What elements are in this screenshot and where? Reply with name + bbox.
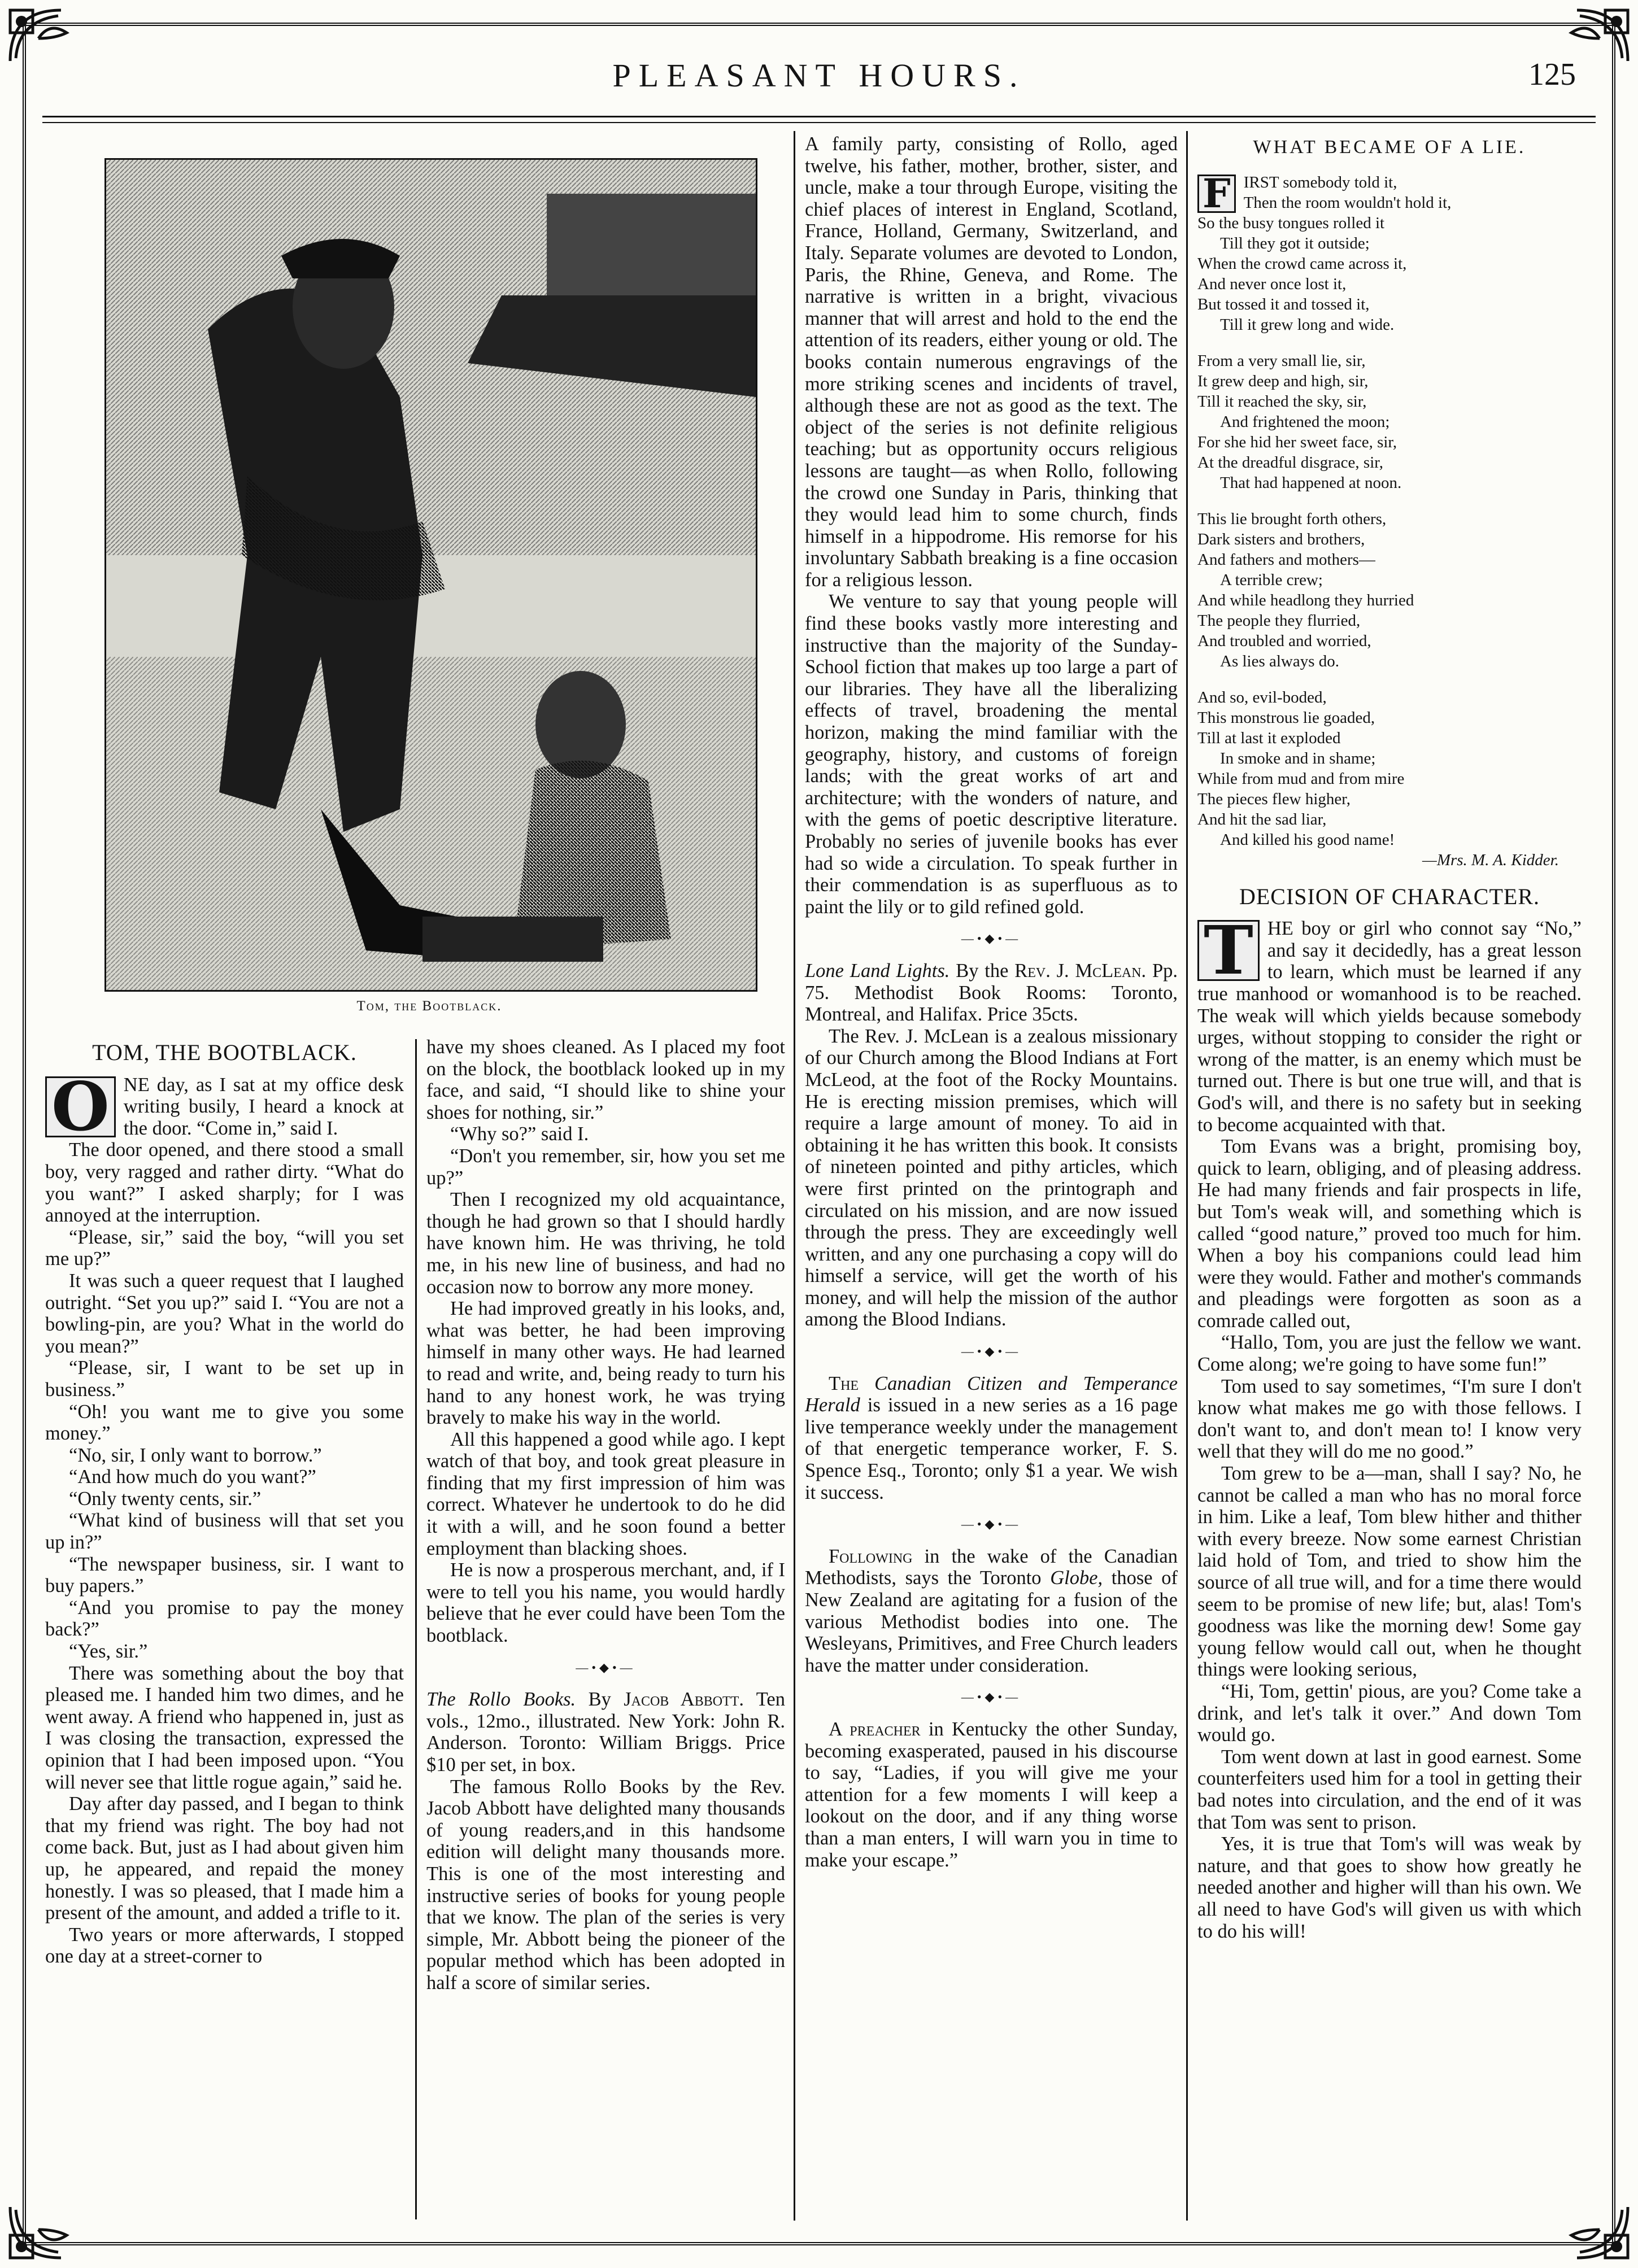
story-paragraph: “Oh! you want me to give you some money.”	[45, 1401, 404, 1445]
story-paragraph: “Don't you remember, sir, how you set me up?”	[426, 1145, 785, 1189]
poem	[1197, 169, 1582, 870]
tom-bootblack-story	[45, 1036, 404, 1968]
corner-ornament-icon	[5, 2201, 89, 2263]
poem-line: So the busy tongues rolled it	[1197, 213, 1385, 232]
article-paragraph: Tom went down at last in good earnest. Some counterfeiters used him for a tool in getting their bad notes into circulation, and the end of it was that Tom was sent to prison.	[1197, 1746, 1582, 1833]
column-divider	[1186, 131, 1188, 2221]
section-ornament: —•◆•—	[576, 1660, 636, 1674]
corner-ornament-icon	[1549, 2201, 1633, 2263]
story-text: NE day, as I sat at my office desk writing busily, I heard a knock at the door. “Come in,” said I.	[123, 1074, 404, 1139]
story-paragraph: Two years or more afterwards, I stopped one day at a street-corner to	[45, 1924, 404, 1968]
news-text: those of New Zealand are agitating for a fusion of the various Methodist bodies into one. The Wesleyans, Primitives, and Free Church leaders have the matter under consideration.	[805, 1567, 1178, 1676]
poem-line: F IRST somebody told it,	[1197, 172, 1582, 193]
review-heading	[426, 1689, 785, 1776]
poem-line: And killed his good name!	[1220, 830, 1395, 849]
book-title: The Rollo Books.	[426, 1689, 576, 1711]
bootblack-engraving	[104, 158, 757, 992]
book-title: Lone Land Lights.	[805, 959, 950, 982]
story-paragraph: “What kind of business will that set you up in?”	[45, 1510, 404, 1554]
story-paragraph: There was something about the boy that pleased me. I handed him two dimes, and he went away. A friend who happened in, just as I was closing the transaction, expressed the opinion that I had been imposed upon. “You will never see that little rogue again,” said he.	[45, 1662, 404, 1793]
drop-cap: T	[1197, 920, 1260, 981]
article-paragraph: Tom Evans was a bright, promising boy, quick to learn, obliging, and of pleasing address. He had many friends and fair prospects in life, but Tom's weak will, and something which is called “good nature,” proved too much for him. When a boy his companions could lead him were they would. Father and mother's commands and pleadings were forgotten as soon as a comrade called out,	[1197, 1136, 1582, 1332]
book-imprint: Ten vols., 12mo., illustrated. New York: John R. Anderson. Toronto: William Briggs. Price $10 per set, in box.	[426, 1689, 785, 1776]
article-paragraph: Tom used to say sometimes, “I'm sure I don't know what makes me go with those fellows. I don't want to, and don't mean to! I know very well that they will do me no good.”	[1197, 1375, 1582, 1463]
poem-stanza	[1197, 687, 1582, 870]
page-number: 125	[1528, 57, 1576, 92]
section-ornament: —•◆•—	[961, 931, 1022, 946]
poem-line: At the dreadful disgrace, sir,	[1197, 453, 1383, 472]
review-by: By the	[956, 959, 1009, 982]
poem-line: And while headlong they hurried	[1197, 591, 1414, 609]
article-paragraph	[1197, 911, 1582, 1136]
poem-line: And fathers and mothers—	[1197, 550, 1375, 569]
story-paragraph	[45, 1067, 404, 1146]
poem-line: And never once lost it,	[1197, 274, 1347, 293]
story-paragraph: “Why so?” said I.	[450, 1123, 589, 1145]
poem-line: But tossed it and tossed it,	[1197, 295, 1370, 313]
section-ornament: —•◆•—	[961, 1344, 1022, 1359]
review-by: By	[588, 1689, 611, 1711]
news-text: in Kentucky the other Sunday, becoming exasperated, paused in his discourse to say, “Ladies, if you will give me your attention for a few moments I will keep a lookout on the door, and if any thing worse than a man enters, I will warn you in time to make your escape.”	[805, 1718, 1178, 1871]
illustration-caption: Tom, the Bootblack.	[356, 998, 502, 1014]
news-paragraph	[805, 1373, 1178, 1504]
poem-title: WHAT BECAME OF A LIE.	[1253, 137, 1526, 158]
poem-line: This lie brought forth others,	[1197, 509, 1387, 528]
poem-line: When the crowd came across it,	[1197, 254, 1407, 273]
story-paragraph: He had improved greatly in his looks, and, what was better, he had been improving himself in many other ways. He had learned to read and write, and, being ready to turn his hand to any honest work, he was trying bravely to make his way in the world.	[426, 1298, 785, 1429]
book-author: Rev. J. McLean.	[1014, 959, 1147, 982]
poem-line: Dark sisters and brothers,	[1197, 530, 1365, 548]
reviews-column	[805, 133, 1178, 1871]
poem-stanza	[1197, 169, 1582, 335]
header-rule	[42, 116, 1596, 117]
poem-stanza	[1197, 351, 1582, 493]
publication-title: PLEASANT HOURS.	[612, 57, 1026, 94]
story-paragraph: It was such a queer request that I laughed outright. “Set you up?” said I. “You are not a bowling-pin, are you? What in the world do you mean?”	[45, 1270, 404, 1357]
news-lead: The	[829, 1372, 859, 1394]
story-paragraph: He is now a prosperous merchant, and, if I were to tell you his name, you would hardly believe that he ever could have been Tom the bootblack.	[426, 1559, 785, 1647]
poem-line: The people they flurried,	[1197, 611, 1361, 630]
review-paragraph: The famous Rollo Books by the Rev. Jacob Abbott have delighted many thousands of young readers,and in this handsome edition will delight many thousands more. This is one of the most interesting and instructive series of books for young people that we know. The plan of the series is very simple, Mr. Abbott being the pioneer of the popular method which has been adopted in half a score of similar series.	[426, 1776, 785, 1994]
article-paragraph: Tom grew to be a—man, shall I say? No, he cannot be called a man who has no moral force in him. Like a leaf, Tom blew hither and thither with every breeze. Now some earnest Christian laid hold of Tom, and tried to show him the source of all true will, and for a time there would seem to be promise of new life; but, alas! Tom's goodness was like the morning dew! Some gay young fellow would call out, when he thought things were looking serious,	[1197, 1463, 1582, 1681]
paper-name: Globe,	[1050, 1567, 1103, 1589]
review-paragraph: We venture to say that young people will find these books vastly more interesting and instructive than the majority of the Sunday-School fiction that makes up too large a part of our libraries. They have all the liberalizing effects of travel, broadening the mental horizon, making the mind familiar with the geography, history, and customs of foreign lands; with the great works of art and architecture; with the wonders of nature, and with the gems of poetic descriptive literature. Probably no series of juvenile books has ever had so wide a circulation. To speak further in their commendation is as superfluous as to paint the lily or to gild refined gold.	[805, 591, 1178, 918]
story-paragraph: “The newspaper business, sir. I want to buy papers.”	[45, 1553, 404, 1597]
poem-line: For she hid her sweet face, sir,	[1197, 433, 1397, 451]
story-paragraph: “Please, sir, I want to be set up in business.”	[45, 1357, 404, 1401]
tom-story-continued	[426, 1036, 785, 1994]
review-paragraph: The Rev. J. McLean is a zealous missionary of our Church among the Blood Indians at Fort McLeod, at the foot of the Rocky Mountains. He is erecting mission premises, which will require a large amount of money. To aid in obtaining it he has written this book. It consists of nineteen pointed and pithy articles, which were first printed on the printograph and circulated on his mission, and are now issued through the press. They are exceedingly well written, and any one purchasing a copy will do himself a service, will get the worth of his money, and will help the mission of the author among the Blood Indians.	[805, 1025, 1178, 1331]
poem-line: And hit the sad liar,	[1197, 810, 1327, 828]
article-text: HE boy or girl who connot say “No,” and say it decidedly, has a great lesson to learn, which must be learned if any true manhood or womanhood is to be reached. The weak will which yields because somebody urges, without stopping to consider the right or wrong of the matter, is an enemy which must be turned out. There is but one true will, and that is God's will, and there is no safety but in seeking to become acquainted with that.	[1197, 918, 1582, 1136]
news-text: in the wake of the Canadian Methodists, says the Toronto	[805, 1545, 1178, 1589]
poem-line: Till at last it exploded	[1197, 729, 1341, 747]
poem-line: A terrible crew;	[1220, 570, 1323, 589]
story-title: TOM, THE BOOTBLACK.	[92, 1040, 357, 1065]
poem-line: Till it grew long and wide.	[1220, 315, 1395, 334]
news-paragraph	[805, 1546, 1178, 1677]
book-author: Jacob Abbott.	[624, 1689, 744, 1711]
story-paragraph: The door opened, and there stood a small boy, very ragged and rather dirty. “What do you want?” I asked sharply; for I was annoyed at the interruption.	[45, 1139, 404, 1227]
story-paragraph: Then I recognized my old acquaintance, though he had grown so that I should hardly have known him. He was thriving, he told me, in his new line of business, and had no occasion now to borrow any more money.	[426, 1189, 785, 1298]
story-paragraph: All this happened a good while ago. I kept watch of that boy, and took great pleasure in finding that my first impression of him was correct. Whatever he undertook to do he did it with a will, and he soon found a better employment than blacking shoes.	[426, 1428, 785, 1559]
news-paragraph	[805, 1719, 1178, 1871]
news-lead: Following	[829, 1545, 913, 1567]
poem-line: This monstrous lie goaded,	[1197, 708, 1375, 727]
poem-line: While from mud and from mire	[1197, 769, 1405, 788]
poem-line: And so, evil-boded,	[1197, 688, 1327, 706]
story-paragraph: “Please, sir,” said the boy, “will you set me up?”	[45, 1226, 404, 1270]
story-paragraph: “And you promise to pay the money back?”	[45, 1597, 404, 1641]
drop-cap: O	[45, 1076, 116, 1137]
poem-line: In smoke and in shame;	[1220, 749, 1376, 767]
poem-stanza	[1197, 509, 1582, 671]
paper-name: Canadian Citizen and Temperance Herald	[805, 1372, 1178, 1416]
story-paragraph: “Only twenty cents, sir.”	[69, 1488, 262, 1510]
review-heading	[805, 960, 1178, 1026]
poem-line: The pieces flew higher,	[1197, 790, 1351, 808]
poem-line: And frightened the moon;	[1220, 412, 1390, 431]
book-imprint: Pp. 75. Methodist Book Rooms: Toronto, Montreal, and Halifax. Price 35cts.	[805, 959, 1178, 1026]
poem-line: Till it reached the sky, sir,	[1197, 392, 1367, 411]
poem-line: Till they got it outside;	[1220, 234, 1370, 252]
section-ornament: —•◆•—	[961, 1690, 1022, 1704]
poem-line: It grew deep and high, sir,	[1197, 372, 1369, 390]
poem-line: And troubled and worried,	[1197, 631, 1371, 650]
poem-line: As lies always do.	[1220, 652, 1340, 670]
poem-line: Then the room wouldn't hold it,	[1243, 193, 1452, 212]
story-paragraph: “No, sir, I only want to borrow.”	[69, 1444, 322, 1466]
review-paragraph: A family party, consisting of Rollo, aged twelve, his father, mother, brother, sister, and uncle, make a tour through Europe, visiting the chief places of interest in England, Scotland, France, Holland, Germany, Switzerland, and Italy. Separate volumes are devoted to London, Paris, the Rhine, Geneva, and Rome. The narrative is written in a bright, vivacious manner that will arrest and hold to the end the attention of its readers, either young or old. The books contain numerous engravings of the more striking scenes and incidents of travel, although these are not as good as the text. The object of the series is not definite religious teaching; but as opportunity occurs religious lessons are taught—as when Rollo, following the crowd one Sunday in Paris, thinking that they would lead him to some church, finds himself in a hippodrome. His remorse for his involuntary Sabbath breaking is a fine occasion for a religious lesson.	[805, 133, 1178, 591]
article-paragraph: “Hallo, Tom, you are just the fellow we want. Come along; we're going to have some fun!”	[1197, 1332, 1582, 1376]
right-column	[1197, 133, 1582, 1942]
news-text: is issued in a new series as a 16 page live temperance weekly under the management of that energetic temperance worker, F. S. Spence Esq., Toronto; only $1 a year. We wish it success.	[805, 1394, 1178, 1503]
story-paragraph: have my shoes cleaned. As I placed my foot on the block, the bootblack looked up in my face, and said, “I should like to shine your shoes for nothing, sir.”	[426, 1036, 785, 1123]
header-rule	[42, 122, 1596, 123]
poem-line: That had happened at noon.	[1220, 473, 1402, 492]
drop-cap: F	[1197, 175, 1236, 213]
poem-line: From a very small lie, sir,	[1197, 351, 1366, 370]
column-divider	[794, 131, 795, 2221]
story-paragraph: “Yes, sir.”	[69, 1641, 148, 1663]
running-header	[0, 56, 1638, 107]
story-paragraph: Day after day passed, and I began to think that my friend was right. The boy had not come back. But, just as I had about given him up, he appeared, and repaid the money honestly. I was so pleased, that I made him a present of the amount, and added a trifle to it.	[45, 1793, 404, 1924]
article-paragraph: “Hi, Tom, gettin' pious, are you? Come take a drink, and let's talk it over.” And down Tom would go.	[1197, 1680, 1582, 1746]
article-title: DECISION OF CHARACTER.	[1239, 883, 1540, 909]
article-paragraph: Yes, it is true that Tom's will was weak by nature, and that goes to show how greatly he needed another and higher will than his own. We all need to have God's will given us with which to do his will!	[1197, 1833, 1582, 1942]
poem-signature: —Mrs. M. A. Kidder.	[1422, 851, 1559, 869]
news-lead: A preacher	[829, 1718, 921, 1740]
section-ornament: —•◆•—	[961, 1517, 1022, 1532]
story-paragraph: “And how much do you want?”	[69, 1466, 316, 1488]
column-divider	[415, 1039, 417, 2219]
